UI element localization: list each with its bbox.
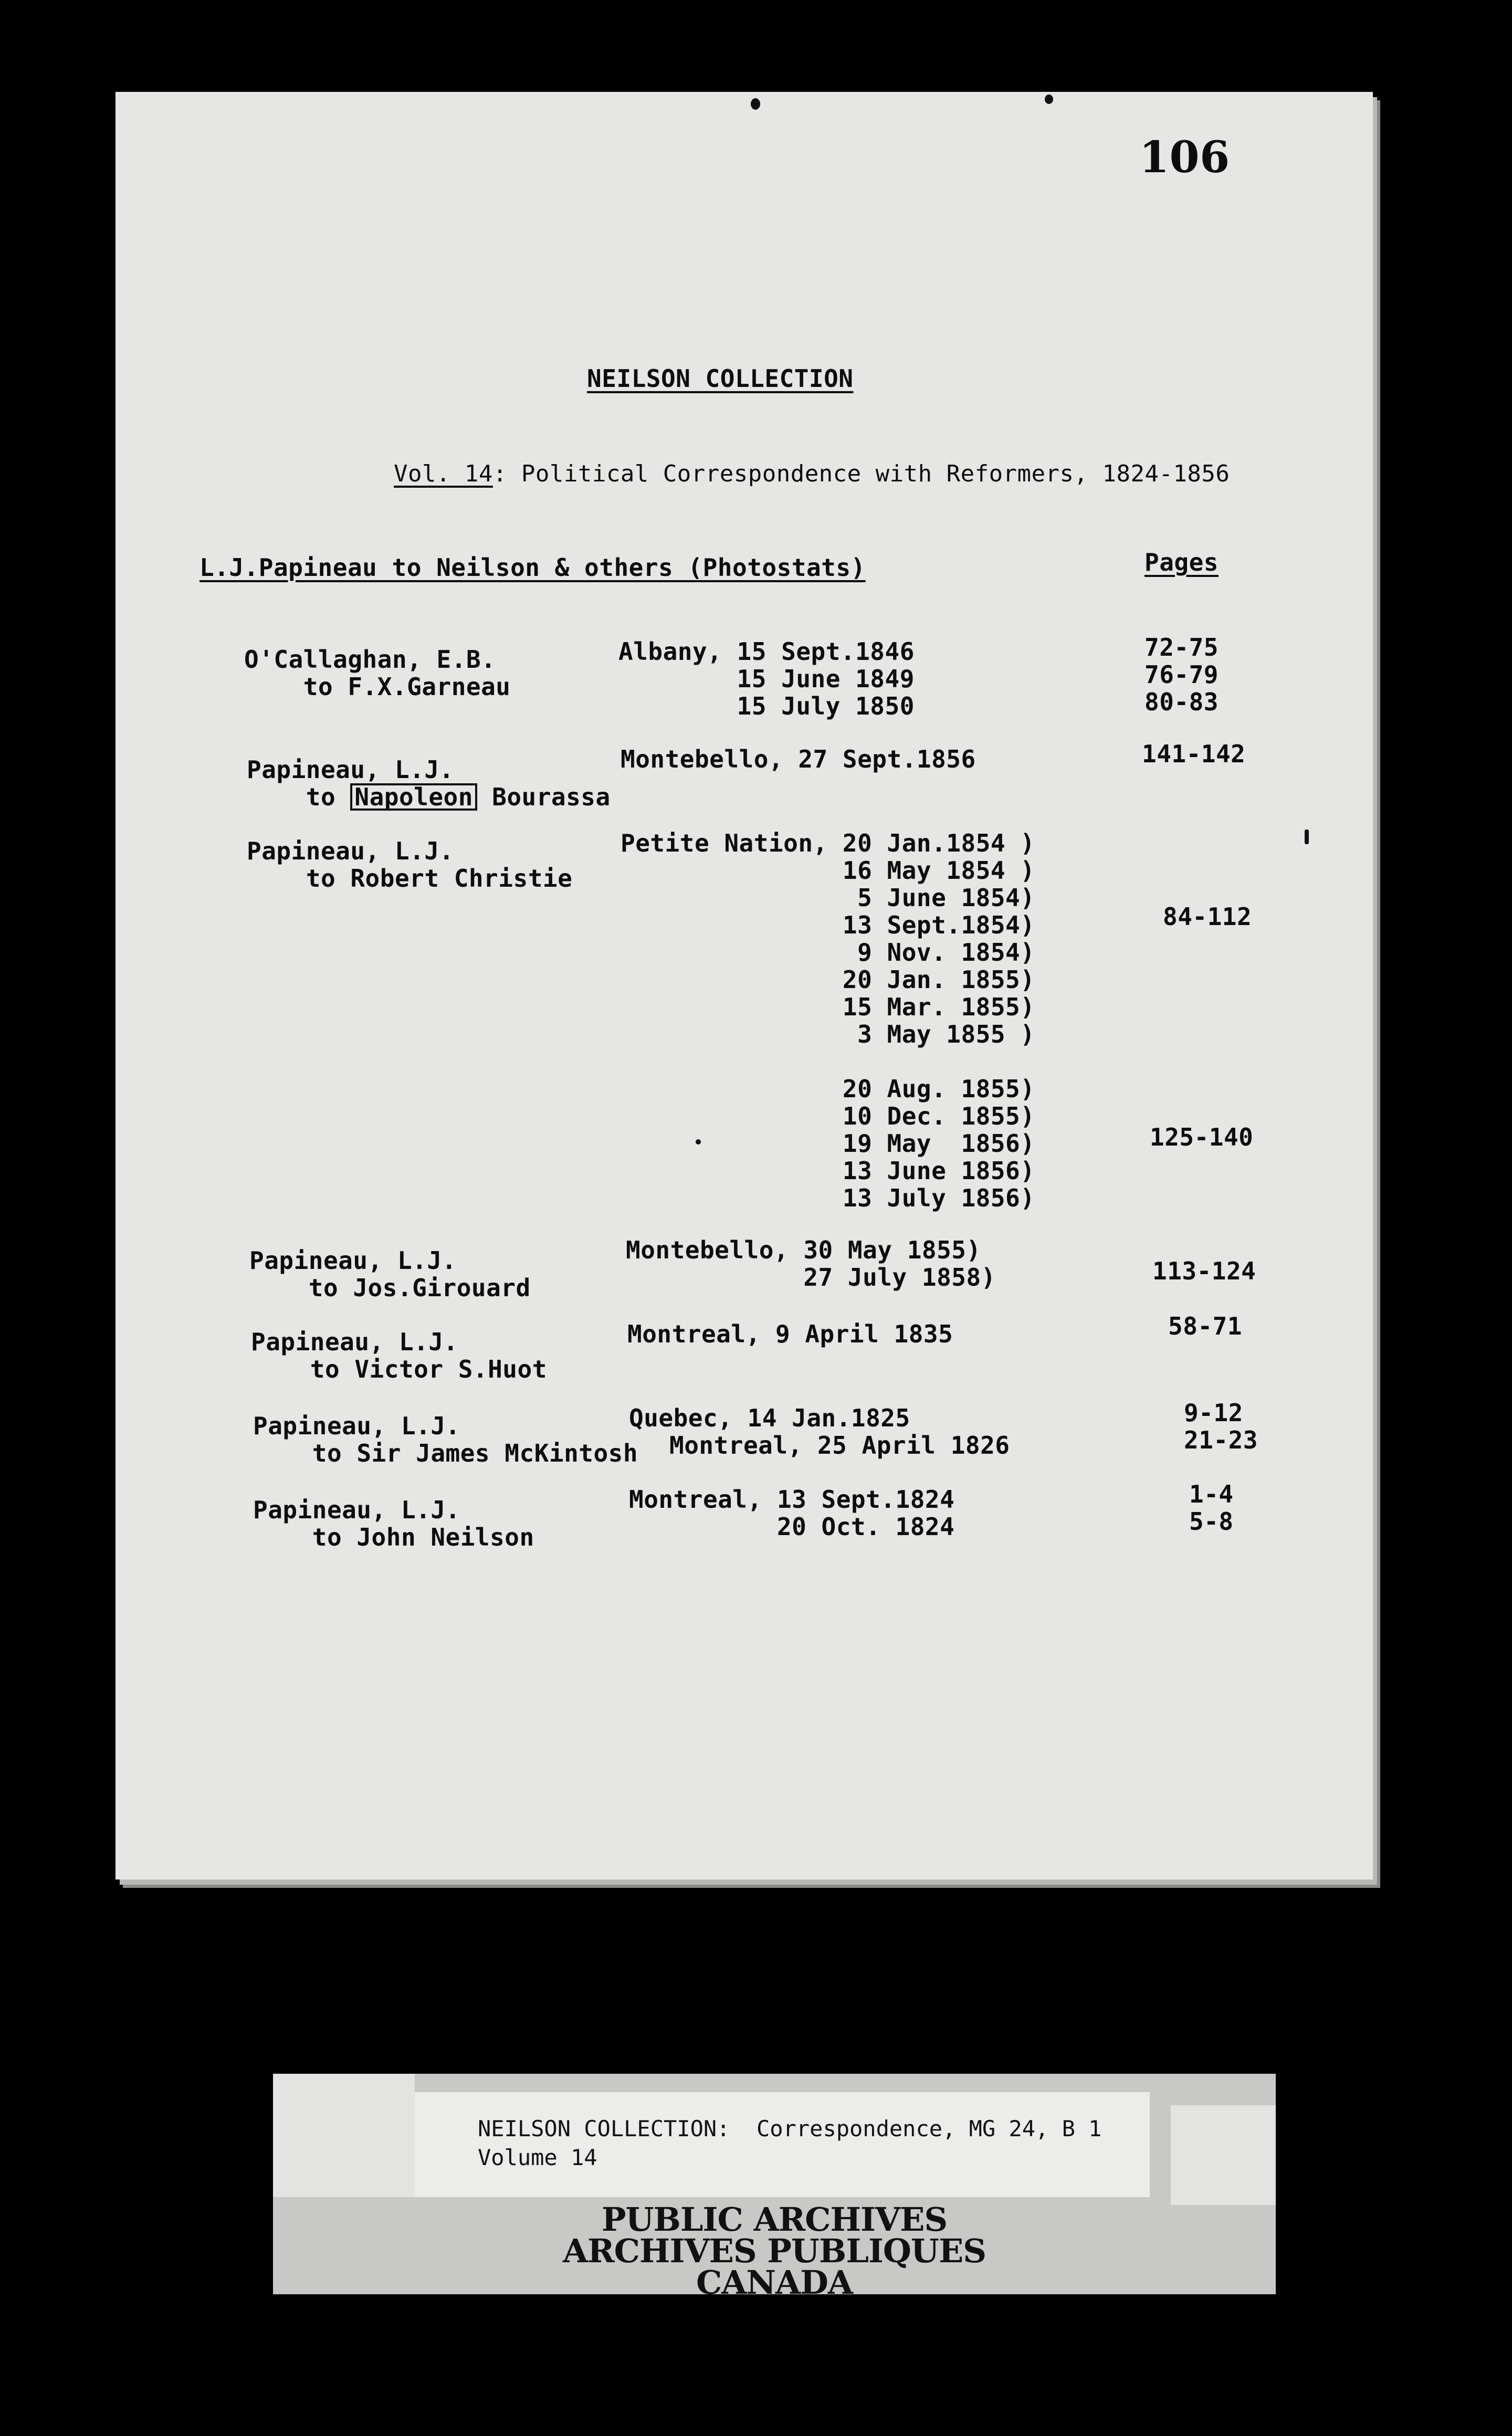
page-range: 84-112 [1163, 902, 1252, 931]
bracketed-name: Napoleon [350, 783, 477, 811]
correspondent-line: Papineau, L.J. [247, 755, 454, 784]
entry-pages [1144, 634, 1219, 716]
correspondent-line: to Sir James McKintosh [253, 1439, 638, 1467]
entry-correspondent [253, 1412, 638, 1467]
date-line: 3 May 1855 ) [621, 1020, 1035, 1048]
date-line: 15 July 1850 [618, 692, 915, 720]
correspondent-line: Papineau, L.J. [247, 837, 454, 865]
correspondent-line: Papineau, L.J. [251, 1328, 458, 1356]
ink-speck [1305, 830, 1309, 844]
target-label-line: Volume 14 [478, 2145, 597, 2170]
entry-dates [618, 638, 915, 720]
entry-dates [626, 1236, 996, 1291]
entry-pages [1189, 1480, 1234, 1535]
page-range: 1-4 [1189, 1480, 1234, 1508]
volume-number: Vol. 14 [393, 460, 493, 487]
date-line: Montebello, 27 Sept.1856 [621, 745, 976, 773]
collection-title: NEILSON COLLECTION [587, 364, 854, 393]
entry-pages [1142, 740, 1245, 768]
target-card-tab [1171, 2105, 1276, 2205]
pages-heading: Pages [1144, 548, 1219, 576]
date-line: 5 June 1854) [621, 884, 1035, 912]
date-line: Montreal, 13 Sept.1824 [629, 1485, 955, 1514]
page-range: 113-124 [1152, 1257, 1256, 1285]
date-line: 20 Aug. 1855) [621, 1075, 1035, 1103]
correspondent-line: Papineau, L.J. [249, 1246, 457, 1275]
page-number: 106 [1139, 132, 1230, 183]
date-line: Albany, 15 Sept.1846 [618, 637, 915, 666]
entry-pages [1168, 1312, 1242, 1340]
correspondent-line: to F.X.Garneau [244, 673, 511, 701]
date-line: 20 Jan. 1855) [621, 965, 1035, 994]
entry-pages [1184, 1399, 1258, 1454]
date-line: 13 June 1856) [621, 1157, 1035, 1185]
archives-stamp-line: PUBLIC ARCHIVES [601, 2200, 948, 2239]
date-line: 15 Mar. 1855) [621, 993, 1035, 1021]
date-line: Petite Nation, 20 Jan.1854 ) [621, 829, 1035, 857]
page-range: 76-79 [1144, 660, 1219, 689]
entry-pages [1152, 1257, 1256, 1285]
correspondent-line: O'Callaghan, E.B. [244, 645, 496, 674]
date-line: 10 Dec. 1855) [621, 1102, 1035, 1130]
date-line: 9 Nov. 1854) [621, 938, 1035, 967]
correspondent-line: to John Neilson [253, 1523, 534, 1551]
entry-dates [621, 746, 976, 773]
correspondent-line: to Jos.Girouard [249, 1274, 531, 1302]
page-range: 141-142 [1142, 740, 1246, 768]
date-line: Montreal, 25 April 1826 [669, 1431, 1010, 1460]
date-line: 20 Oct. 1824 [629, 1513, 955, 1541]
correspondent-line: to Victor S.Huot [251, 1355, 547, 1383]
entry-dates [629, 1486, 954, 1540]
volume-line [337, 433, 1230, 515]
ink-speck [751, 98, 760, 110]
date-line: 13 Sept.1854) [621, 911, 1035, 939]
correspondent-line [247, 783, 611, 811]
correspondent-line: to Robert Christie [247, 864, 573, 892]
entry-dates [627, 1320, 953, 1348]
archives-stamp-line: ARCHIVES PUBLIQUES [562, 2232, 986, 2270]
page-range: 72-75 [1144, 633, 1219, 662]
page-range: 80-83 [1144, 688, 1219, 716]
date-line: 15 June 1849 [618, 665, 915, 693]
entry-correspondent [251, 1328, 547, 1383]
target-card-tab [273, 2074, 415, 2197]
date-line: 16 May 1854 ) [621, 856, 1035, 885]
target-label [415, 2092, 1150, 2197]
page-range: 5-8 [1189, 1507, 1234, 1536]
entry-correspondent [247, 756, 611, 811]
correspondent-surname: Bourassa [477, 783, 611, 811]
date-line: 27 July 1858) [626, 1263, 996, 1292]
page-range: 21-23 [1184, 1426, 1258, 1454]
page-range: 9-12 [1184, 1399, 1243, 1427]
entry-correspondent [244, 646, 511, 700]
document-page [116, 92, 1373, 1880]
date-line: 13 July 1856) [621, 1184, 1035, 1212]
date-line: Montreal, 9 April 1835 [627, 1320, 953, 1348]
page-range: 58-71 [1168, 1312, 1242, 1340]
entry-correspondent [247, 837, 572, 892]
archives-stamp-line: CANADA [696, 2263, 853, 2302]
date-line: Quebec, 14 Jan.1825 [629, 1404, 910, 1432]
date-line: Montebello, 30 May 1855) [626, 1236, 981, 1264]
correspondent-line: Papineau, L.J. [253, 1412, 460, 1440]
entry-dates [621, 830, 1035, 1212]
section-title: L.J.Papineau to Neilson & others (Photostats) [200, 553, 866, 582]
entry-correspondent [249, 1247, 531, 1301]
target-label-line: NEILSON COLLECTION: Correspondence, MG 24, B 1 [478, 2116, 1102, 2141]
correspondent-line: Papineau, L.J. [253, 1496, 460, 1524]
volume-title: : Political Correspondence with Reformers, 1824-1856 [492, 460, 1230, 487]
page-range: 125-140 [1150, 1123, 1254, 1151]
correspondent-to: to [247, 783, 351, 811]
date-line: 19 May 1856) [621, 1129, 1035, 1158]
ink-speck [1045, 94, 1053, 104]
entry-correspondent [253, 1496, 534, 1551]
